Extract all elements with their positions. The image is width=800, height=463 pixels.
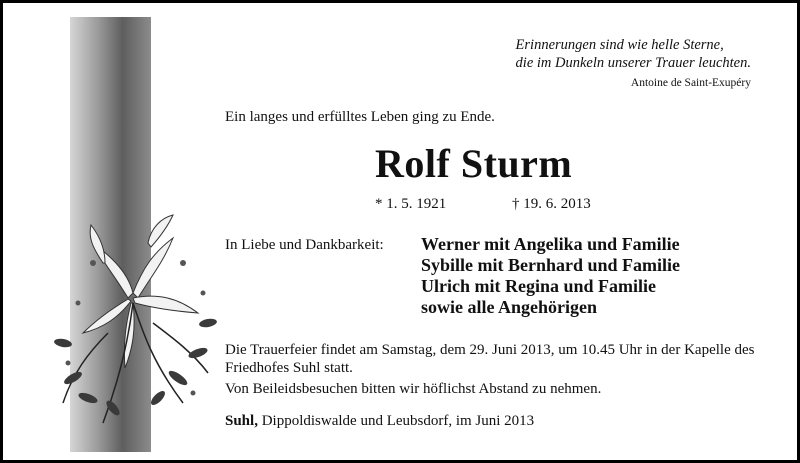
quote-line-2: die im Dunkeln unserer Trauer leuchten. [515, 55, 751, 71]
birth-date: * 1. 5. 1921 [375, 196, 447, 212]
deceased-name: Rolf Sturm [375, 141, 573, 186]
mourner-line: Sybille mit Bernhard und Familie [421, 255, 681, 275]
quote-line-1: Erinnerungen sind wie helle Sterne, [515, 37, 724, 53]
place-and-date [225, 413, 534, 430]
place-primary: Suhl, [225, 413, 258, 429]
mourner-line: Ulrich mit Regina und Familie [421, 276, 656, 296]
mourners-list [421, 234, 680, 318]
condolence-notice: Von Beileidsbesuchen bitten wir höflichst Abstand zu nehmen. [225, 381, 602, 397]
mourner-line: Werner mit Angelika und Familie [421, 234, 680, 254]
quote-author: Antoine de Saint-Exupéry [630, 77, 751, 89]
funeral-notice: Die Trauerfeier findet am Samstag, dem 29. Juni 2013, um 10.45 Uhr in der Kapelle des Friedhofes Suhl statt. [225, 342, 755, 376]
mourners-label: In Liebe und Dankbarkeit: [225, 237, 384, 253]
mourner-line: sowie alle Angehörigen [421, 297, 597, 317]
place-rest: Dippoldiswalde und Leubsdorf, im Juni 2013 [257, 413, 535, 429]
death-date: † 19. 6. 2013 [512, 196, 591, 212]
intro-text: Ein langes und erfülltes Leben ging zu Ende. [225, 109, 495, 125]
lily-bouquet-illustration [33, 203, 233, 433]
epigraph-quote [516, 36, 751, 92]
